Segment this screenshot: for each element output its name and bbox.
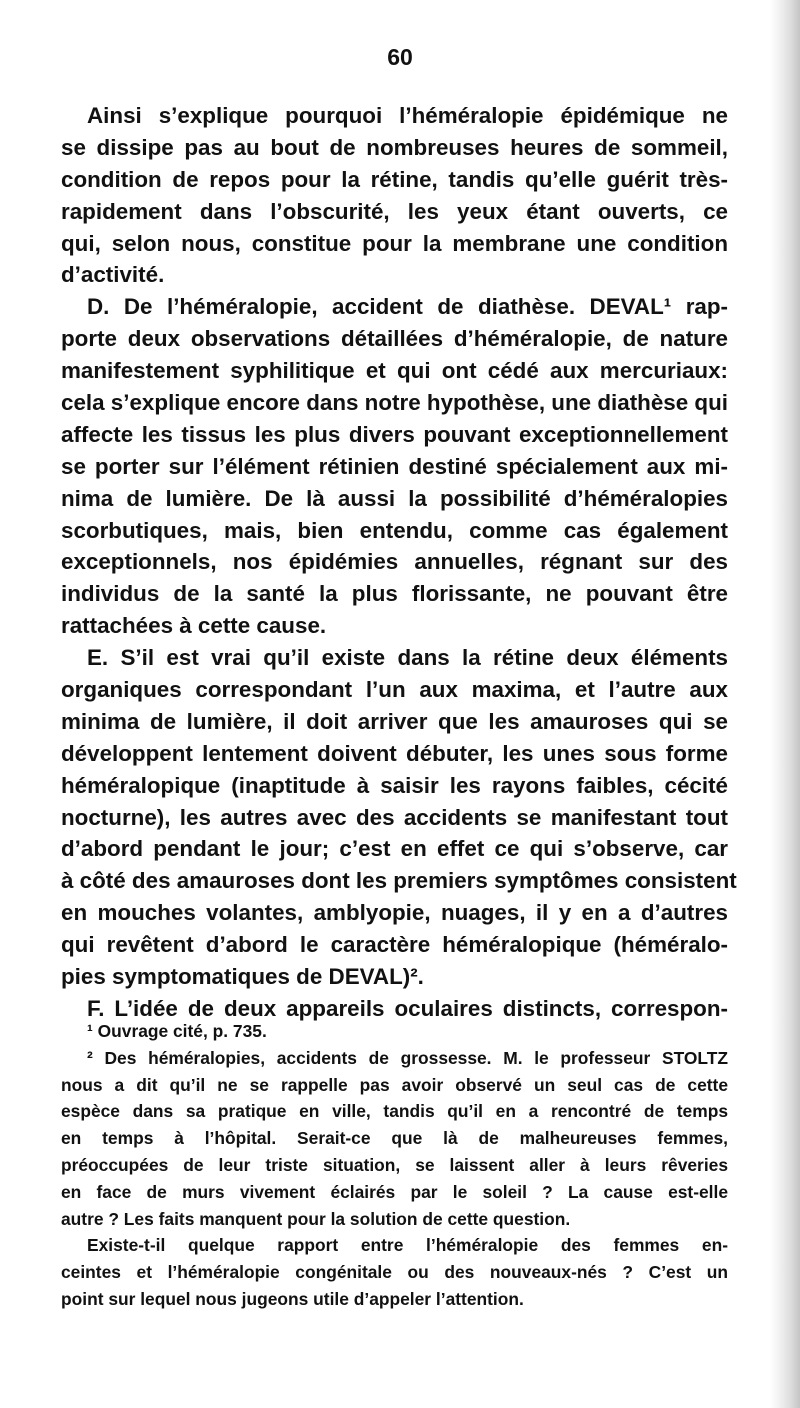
footnote-line: Existe-t-il quelque rapport entre l’héméralopie des femmes en- [87, 1235, 728, 1256]
body-line: individus de la santé la plus florissante, ne pouvant être [61, 581, 728, 607]
body-line: à côté des amauroses dont les premiers symptômes consistent [61, 868, 737, 894]
footnote-line: en face de murs vivement éclairés par le soleil ? La cause est-elle [61, 1181, 728, 1202]
body-line: se dissipe pas au bout de nombreuses heures de sommeil, [61, 134, 728, 160]
body-line: héméralopique (inaptitude à saisir les rayons faibles, cécité [61, 772, 728, 798]
body-line: F. L’idée de deux appareils oculaires distincts, correspon- [87, 995, 728, 1021]
body-line: cela s’explique encore dans notre hypothèse, une diathèse qui [61, 390, 728, 416]
body-line: exceptionnels, nos épidémies annuelles, régnant sur des [61, 549, 728, 575]
body-line: porte deux observations détaillées d’héméralopie, de nature [61, 326, 728, 352]
body-line: affecte les tissus les plus divers pouvant exceptionnellement [61, 421, 728, 447]
page-number: 60 [387, 44, 413, 70]
footnote-line: point sur lequel nous jugeons utile d’appeler l’attention. [61, 1288, 524, 1309]
footnote-line: ¹ Ouvrage cité, p. 735. [87, 1021, 267, 1041]
body-line: E. S’il est vrai qu’il existe dans la rétine deux éléments [87, 645, 728, 671]
footnote-line: espèce dans sa pratique en ville, tandis qu’il en a rencontré de temps [61, 1101, 728, 1122]
body-text [61, 100, 737, 1025]
footnote-line: autre ? Les faits manquent pour la solution de cette question. [61, 1208, 571, 1229]
body-line: D. De l’héméralopie, accident de diathèse. DEVAL¹ rap- [87, 294, 728, 320]
body-line: nocturne), les autres avec des accidents se manifestant tout [61, 804, 728, 830]
footnote-line: nous a dit qu’il ne se rappelle pas avoir observé un seul cas de cette [61, 1074, 728, 1095]
footnotes [61, 1018, 728, 1313]
body-line: pies symptomatiques de DEVAL)². [61, 964, 424, 990]
body-line: qui, selon nous, constitue pour la membrane une condition [61, 230, 728, 256]
body-line: qui revêtent d’abord le caractère héméralopique (héméralo- [61, 932, 728, 958]
body-line: en mouches volantes, amblyopie, nuages, il y en a d’autres [61, 900, 728, 926]
body-line: minima de lumière, il doit arriver que les amauroses qui se [61, 708, 728, 734]
body-line: condition de repos pour la rétine, tandis qu’elle guérit très- [61, 166, 728, 192]
body-line: scorbutiques, mais, bien entendu, comme cas également [61, 517, 728, 543]
footnote-line: ceintes et l’héméralopie congénitale ou des nouveaux-nés ? C’est un [61, 1262, 728, 1283]
body-line: Ainsi s’explique pourquoi l’héméralopie épidémique ne [87, 103, 728, 128]
body-line: se porter sur l’élément rétinien destiné spécialement aux mi- [61, 453, 728, 479]
body-line: développent lentement doivent débuter, les unes sous forme [61, 740, 728, 766]
page-edge-shadow [770, 0, 800, 1408]
body-line: rattachées à cette cause. [61, 613, 327, 639]
footnote-line: préoccupées de leur triste situation, se laissent aller à leurs rêveries [61, 1154, 728, 1175]
body-line: organiques correspondant l’un aux maxima, et l’autre aux [61, 677, 728, 703]
footnote-line: ² Des héméralopies, accidents de grossesse. M. le professeur STOLTZ [87, 1047, 728, 1068]
body-line: rapidement dans l’obscurité, les yeux étant ouverts, ce [61, 198, 728, 224]
body-line: d’activité. [61, 262, 165, 288]
body-line: nima de lumière. De là aussi la possibilité d’héméralopies [61, 485, 728, 511]
body-line: d’abord pendant le jour; c’est en effet ce qui s’observe, car [61, 836, 728, 862]
body-line: manifestement syphilitique et qui ont cédé aux mercuriaux: [61, 358, 728, 384]
footnote-line: en temps à l’hôpital. Serait-ce que là de malheureuses femmes, [61, 1128, 728, 1149]
